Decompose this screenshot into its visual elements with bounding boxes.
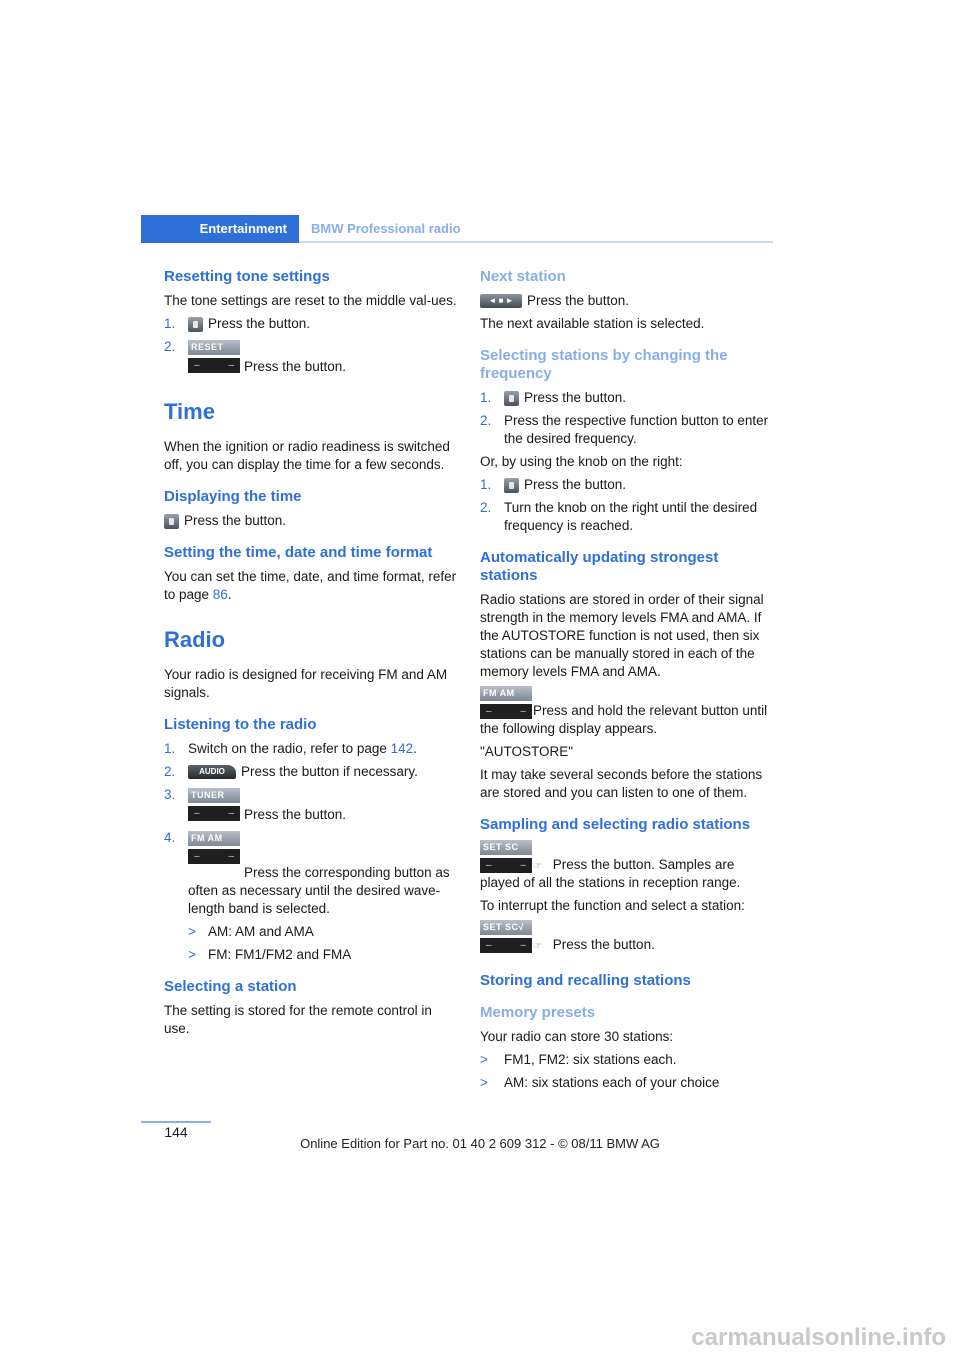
listen-step-3: 3. TUNER – – Press the button. <box>164 786 458 824</box>
next-station-line: ◄ ■ ► Press the button. <box>480 292 774 310</box>
heading-resetting-tone: Resetting tone settings <box>164 268 330 285</box>
footer-edition: Online Edition for Part no. 01 40 2 609 312 - © 08/11 BMW AG <box>300 1136 660 1151</box>
heading-sampling: Sampling and selecting radio stations <box>480 816 751 833</box>
section-tab: Entertainment <box>141 215 299 243</box>
heading-selecting-station: Selecting a station <box>164 978 297 995</box>
menu-button-icon <box>504 478 519 493</box>
listen-step-2: 2. AUDIO Press the button if necessary. <box>164 764 418 779</box>
resetting-intro: The tone settings are reset to the middle val-ues. <box>164 293 457 308</box>
header-rule <box>299 241 773 243</box>
radio-intro: Your radio is designed for receiving FM and AM signals. <box>164 667 448 700</box>
heading-storing: Storing and recalling stations <box>480 972 691 989</box>
interrupt-text: To interrupt the function and select a station: <box>480 898 745 913</box>
step-text: Press the button. <box>208 316 311 331</box>
sampling-text: ☞ Press the button. Samples are played of all the stations in reception range. <box>480 857 741 890</box>
seek-arrows-icon: ◄ ■ ► <box>480 294 522 308</box>
autostore-display: "AUTOSTORE" <box>480 744 574 759</box>
band-bullet-am: > AM: AM and AMA <box>188 924 314 939</box>
memory-bullet-am: > AM: six stations each of your choice <box>480 1075 720 1090</box>
set-sc-button-icon: SET SC – – <box>480 840 532 873</box>
hand-icon: ☞ <box>533 941 542 952</box>
auto-wait: It may take several seconds before the stations are stored and you can listen to one of them. <box>480 767 763 800</box>
band-bullet-fm: > FM: FM1/FM2 and FMA <box>188 947 352 962</box>
freq-step-1: 1. Press the button. <box>480 390 627 405</box>
memory-bullet-fm: > FM1, FM2: six stations each. <box>480 1052 677 1067</box>
time-intro: When the ignition or radio readiness is switched off, you can display the time for a few seconds. <box>164 439 450 472</box>
heading-radio: Radio <box>164 627 226 652</box>
knob-step-1: 1. Press the button. <box>480 477 627 492</box>
listen-step-1: 1. Switch on the radio, refer to page 142. <box>164 741 417 756</box>
hand-icon: ☞ <box>533 861 542 872</box>
subsection-title: BMW Professional radio <box>311 221 461 236</box>
heading-time: Time <box>164 399 215 424</box>
tone-icon <box>188 317 203 332</box>
page-number: 144 <box>164 1124 188 1140</box>
clock-button-icon <box>164 514 179 529</box>
heading-setting-time: Setting the time, date and time format <box>164 544 433 561</box>
watermark: carmanualsonline.info <box>691 1324 946 1351</box>
page-number-rule <box>141 1121 211 1123</box>
heading-displaying-time: Displaying the time <box>164 488 302 505</box>
heading-next-station: Next station <box>480 268 566 285</box>
tuner-button-icon: TUNER – – <box>188 788 240 822</box>
set-sc-check-button-icon: SET SC√ – – <box>480 920 532 953</box>
display-time-line: Press the button. <box>164 512 458 530</box>
knob-step-2: 2. Turn the knob on the right until the desired frequency is reached. <box>480 500 758 533</box>
right-column <box>480 262 774 1097</box>
reset-button-icon: RESET – – <box>188 340 240 374</box>
menu-button-icon <box>504 391 519 406</box>
page-link-142[interactable]: 142 <box>390 741 414 756</box>
reset-step-2 <box>164 338 458 376</box>
next-station-desc: The next available station is selected. <box>480 316 705 331</box>
audio-button-icon: AUDIO <box>188 765 236 779</box>
step-number: 2. <box>164 339 176 354</box>
memory-text: Your radio can store 30 stations: <box>480 1029 674 1044</box>
fm-am-button-icon: FM AM – – <box>188 831 240 864</box>
reset-step-1 <box>164 315 458 333</box>
heading-memory-presets: Memory presets <box>480 1004 596 1021</box>
heading-auto-update: Automatically updating strongest stations <box>480 549 719 584</box>
interrupt-btn-text: ☞ Press the button. <box>533 937 655 952</box>
step-text: Press the button. <box>244 359 347 374</box>
setting-time-text: You can set the time, date, and time format, refer to page 86. <box>164 569 457 602</box>
fm-am-button-icon: FM AM – – <box>480 686 532 719</box>
heading-freq: Selecting stations by changing the frequency <box>480 347 728 382</box>
auto-text: Radio stations are stored in order of their signal strength in the memory levels FMA and AMA. If the AUTOSTORE function is not used, then six stations can be manually stored in each of the memory levels FMA and AMA. <box>480 592 764 679</box>
freq-step-2: 2. Press the respective function button to enter the desired frequency. <box>480 413 769 446</box>
knob-intro: Or, by using the knob on the right: <box>480 454 683 469</box>
left-column <box>164 262 458 1043</box>
heading-listening: Listening to the radio <box>164 716 317 733</box>
selecting-text: The setting is stored for the remote control in use. <box>164 1003 432 1036</box>
page-header <box>141 215 773 243</box>
page-link-86[interactable]: 86 <box>212 587 228 602</box>
step-number: 1. <box>164 316 176 331</box>
auto-btn-text: Press and hold the relevant button until the following display appears. <box>480 703 768 736</box>
listen-step-4: 4. FM AM – – Press the corresponding button as often as necessary until the desired wave-length band is selected. <box>164 829 458 918</box>
